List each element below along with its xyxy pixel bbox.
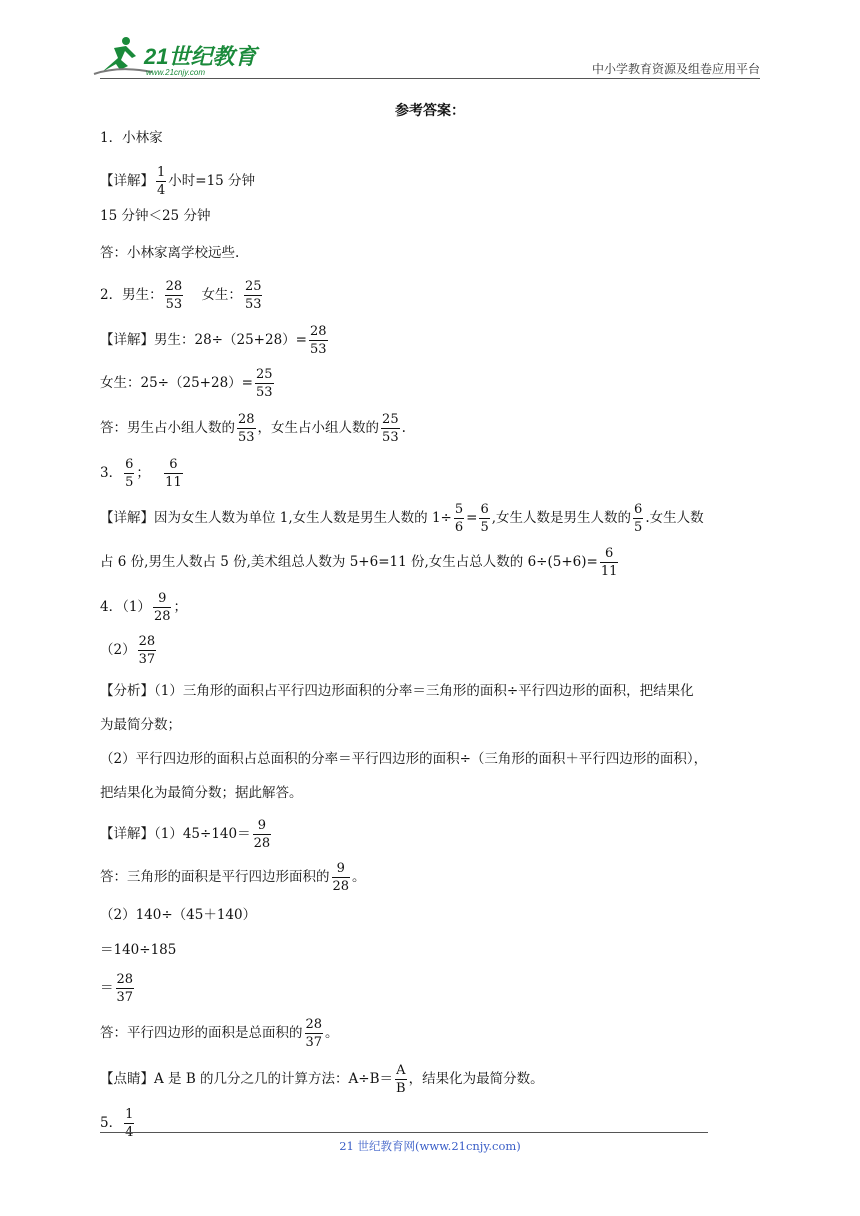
q4-analysis-line-2: 为最简分数；	[100, 717, 181, 733]
site-logo	[92, 34, 262, 78]
q1-conclusion: 答：小林家离学校远些.	[100, 245, 240, 261]
q5-answer: 5． $\frac{1}{4}$	[100, 1107, 134, 1140]
q4-answer-2: （2） $\frac{28}{37}$	[100, 634, 156, 667]
q4-analysis-line-3: （2）平行四边形的面积占总面积的分率＝平行四边形的面积÷（三角形的面积＋平行四边形的面积），	[100, 751, 708, 767]
fraction: $\frac{25}{53}$	[382, 412, 399, 445]
fraction: $\frac{9}{28}$	[332, 861, 350, 894]
q3-detail: 【详解】因为女生人数为单位 1,女生人数是男生人数的 1÷ $\frac{5}{6}$ = $\frac{6}{5}$ ,女生人数是男生人数的 $\frac{6}{5}$ .女生人数	[100, 502, 704, 535]
fraction: $\frac{9}{28}$	[153, 591, 171, 624]
fraction: $\frac{A}{B}$	[396, 1063, 406, 1096]
fraction: $\frac{1}{4}$	[157, 165, 166, 198]
q2-conclusion: 答：男生占小组人数的 $\frac{28}{53}$ ，女生占小组人数的 $\frac{25}{53}$ .	[100, 412, 406, 445]
fraction: $\frac{28}{37}$	[116, 972, 134, 1005]
q4-calc-3: ＝ $\frac{28}{37}$	[100, 972, 134, 1005]
q3-answer: 3． $\frac{6}{5}$ ； $\frac{6}{11}$	[100, 457, 182, 490]
header-divider	[100, 78, 760, 79]
fraction: $\frac{6}{5}$	[480, 502, 489, 535]
footer-text: 21 世纪教育网(www.21cnjy.com)	[339, 1139, 521, 1153]
q3-detail-2: 占 6 份,男生人数占 5 份,美术组总人数为 5+6=11 份,女生占总人数的 6÷(5+6)= $\frac{6}{11}$	[100, 546, 618, 579]
q4-tip: 【点睛】A 是 B 的几分之几的计算方法：A÷B＝ $\frac{A}{B}$ ，结果化为最简分数。	[100, 1063, 544, 1096]
svg-text:www.21cnjy.com: www.21cnjy.com	[146, 68, 205, 77]
fraction: $\frac{5}{6}$	[454, 502, 464, 535]
q2-detail-girls: 女生：25÷（25+28）= $\frac{25}{53}$	[100, 367, 273, 400]
fraction: $\frac{6}{5}$	[634, 502, 643, 535]
page-title: 参考答案：	[395, 103, 465, 119]
q4-calc-1: （2）140÷（45＋140）	[100, 907, 257, 923]
q4-detail-1: 【详解】（1）45÷140＝ $\frac{9}{28}$	[100, 818, 271, 851]
q4-answer-text-1: 答：三角形的面积是平行四边形面积的 $\frac{9}{28}$ 。	[100, 861, 366, 894]
q1-compare: 15 分钟＜25 分钟	[100, 208, 211, 224]
fraction: $\frac{6}{11}$	[600, 546, 618, 579]
q2-answer: 2．男生： $\frac{28}{53}$ 女生： $\frac{25}{53}$	[100, 279, 262, 312]
fraction: $\frac{1}{4}$	[125, 1107, 134, 1140]
fraction: $\frac{28}{53}$	[238, 412, 255, 445]
q4-analysis-line-1: 【分析】（1）三角形的面积占平行四边形面积的分率＝三角形的面积÷平行四边形的面积，把结果化	[100, 683, 694, 699]
fraction: $\frac{25}{53}$	[255, 367, 273, 400]
q4-answer-text-2: 答：平行四边形的面积是总面积的 $\frac{28}{37}$ 。	[100, 1017, 339, 1050]
fraction: $\frac{28}{53}$	[309, 324, 327, 357]
svg-text:21世纪教育: 21世纪教育	[144, 44, 257, 69]
fraction: $\frac{25}{53}$	[244, 279, 262, 312]
q4-answer-1: 4．（1） $\frac{9}{28}$ ；	[100, 591, 187, 624]
fraction: $\frac{28}{53}$	[165, 279, 183, 312]
fraction: $\frac{6}{5}$	[125, 457, 134, 490]
q2-detail-boys: 【详解】男生：28÷（25+28）= $\frac{28}{53}$	[100, 324, 327, 357]
fraction: $\frac{6}{11}$	[165, 457, 182, 490]
fraction: $\frac{28}{37}$	[138, 634, 156, 667]
q1-answer: 1．小林家	[100, 130, 163, 146]
footer-divider	[100, 1132, 708, 1133]
fraction: $\frac{9}{28}$	[253, 818, 271, 851]
q4-calc-2: ＝140÷185	[100, 942, 177, 958]
platform-name: 中小学教育资源及组卷应用平台	[591, 62, 760, 76]
fraction: $\frac{28}{37}$	[305, 1017, 323, 1050]
q1-detail: 【详解】 $\frac{1}{4}$ 小时=15 分钟	[100, 165, 256, 198]
q4-analysis-line-4: 把结果化为最简分数；据此解答。	[100, 785, 303, 801]
